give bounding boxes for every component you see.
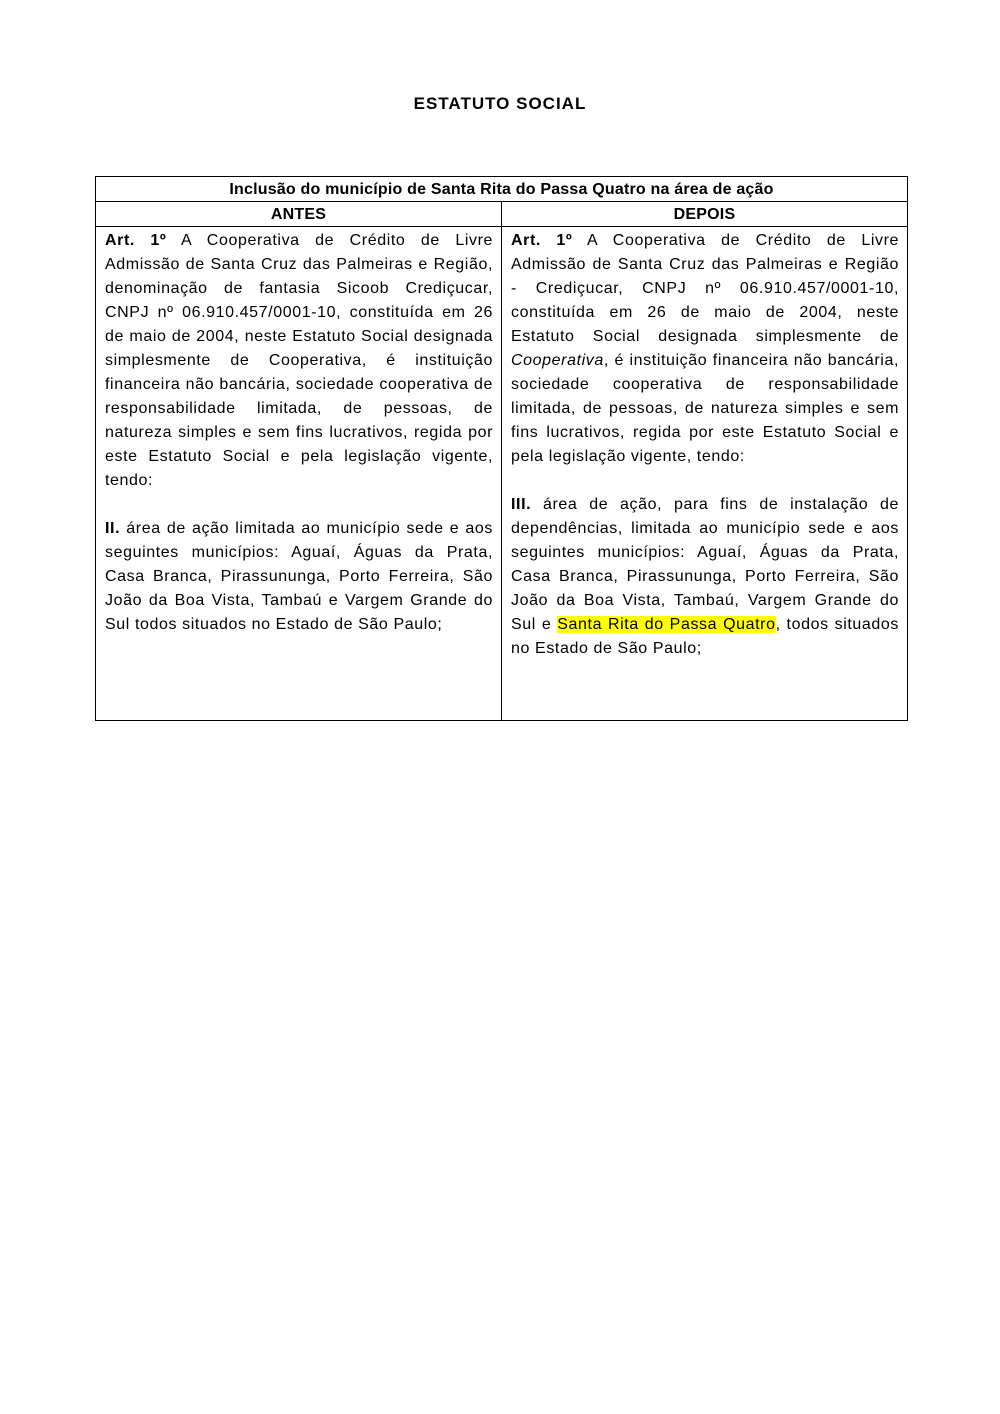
text-segment: A Cooperativa de Crédito de Livre Admissão de Santa Cruz das Palmeiras e Região - Crediçucar, CNPJ nº 06.910.457/0001-10, constituída em 26 de maio de 2004, neste Estatuto Social designada simplesmente de	[511, 232, 899, 345]
paragraph	[511, 229, 899, 469]
text-segment: , todos situados no Estado de São Paulo;	[511, 616, 900, 657]
text-segment: , é instituição financeira não bancária, sociedade cooperativa de responsabilidade limitada, de pessoas, de natureza simples e sem fins lucrativos, regida por este Estatuto Social e pela legislação vigente, tendo:	[511, 352, 899, 465]
depois-cell	[502, 227, 908, 721]
column-header-depois: DEPOIS	[502, 202, 908, 227]
paragraph	[105, 229, 493, 493]
text-segment: III.	[511, 496, 532, 513]
column-header-antes: ANTES	[96, 202, 502, 227]
body-row	[96, 227, 908, 721]
caption-row	[96, 177, 908, 202]
paragraph	[105, 517, 493, 637]
text-segment: Art. 1º	[105, 232, 167, 249]
paragraph	[511, 493, 899, 661]
highlighted-text: Santa Rita do Passa Quatro	[557, 616, 776, 633]
comparison-table	[95, 176, 908, 721]
text-segment: Art. 1º	[511, 232, 573, 249]
text-segment: Cooperativa	[511, 352, 604, 369]
table-caption: Inclusão do município de Santa Rita do Passa Quatro na área de ação	[96, 177, 908, 202]
text-segment: área de ação limitada ao município sede e aos seguintes municípios: Aguaí, Águas da Prata, Casa Branca, Pirassununga, Porto Ferreira, São João da Boa Vista, Tambaú e Vargem Grande do Sul todos situados no Estado de São Paulo;	[105, 520, 493, 633]
document-title: ESTATUTO SOCIAL	[413, 94, 587, 113]
antes-cell	[96, 227, 502, 721]
text-segment: A Cooperativa de Crédito de Livre Admissão de Santa Cruz das Palmeiras e Região, denominação de fantasia Sicoob Crediçucar, CNPJ nº 06.910.457/0001-10, constituída em 26 de maio de 2004, neste Estatuto Social designada simplesmente de Cooperativa, é instituição financeira não bancária, sociedade cooperativa de responsabilidade limitada, de pessoas, de natureza simples e sem fins lucrativos, regida por este Estatuto Social e pela legislação vigente, tendo:	[105, 232, 493, 489]
text-segment: área de ação, para fins de instalação de dependências, limitada ao município sede e aos seguintes municípios: Aguaí, Águas da Prata, Casa Branca, Pirassununga, Porto Ferreira, São João da Boa Vista, Tambaú, Vargem Grande do Sul e	[511, 496, 899, 633]
header-row	[96, 202, 908, 227]
text-segment: II.	[105, 520, 121, 537]
